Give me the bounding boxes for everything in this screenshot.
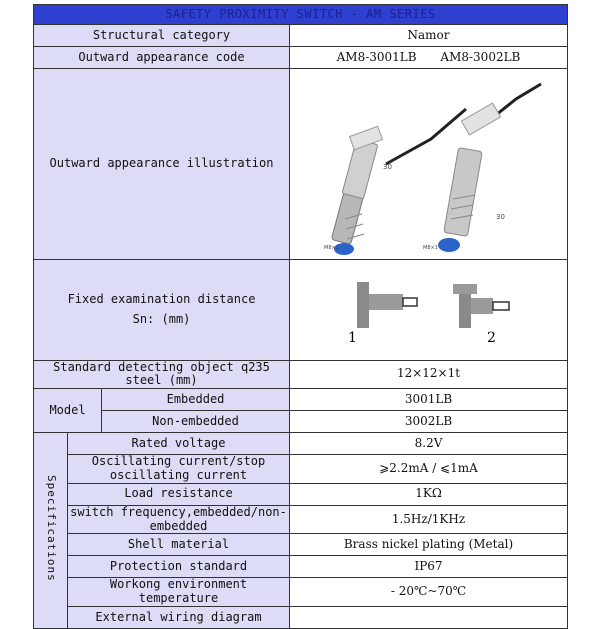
fixed-distance-diagram-cell xyxy=(290,259,568,360)
table-row xyxy=(34,578,568,607)
spec-value-protection-standard: IP67 xyxy=(290,556,568,578)
spec-label-shell-material: Shell material xyxy=(68,534,290,556)
table-row xyxy=(34,455,568,484)
model-label: Model xyxy=(34,389,102,433)
spec-value-switch-frequency: 1.5Hz/1KHz xyxy=(290,505,568,534)
embedded-label: Embedded xyxy=(102,389,290,411)
fig1-label: 1 xyxy=(347,329,357,346)
table-row xyxy=(34,606,568,628)
dim-left-text: 30 xyxy=(382,163,392,171)
table-row xyxy=(34,69,568,260)
embedded-mount-figure xyxy=(348,282,417,346)
spec-label-rated-voltage: Rated voltage xyxy=(68,433,290,455)
sensor-right xyxy=(423,84,541,252)
table-row xyxy=(34,25,568,47)
appearance-illustration-cell xyxy=(290,69,568,260)
table-row xyxy=(34,483,568,505)
spec-label-external-wiring: External wiring diagram xyxy=(68,606,290,628)
table-row xyxy=(34,411,568,433)
spec-label-oscillating-current: Oscillating current/stop oscillating current xyxy=(68,455,290,484)
spec-label-switch-frequency: switch frequency,embedded/non-embedded xyxy=(68,505,290,534)
appearance-code-value xyxy=(290,47,568,69)
specifications-group-label xyxy=(34,433,68,629)
fixed-distance-line1: Fixed examination distance xyxy=(67,291,256,306)
detecting-object-label: Standard detecting object q235 steel (mm) xyxy=(34,360,290,389)
spec-value-rated-voltage: 8.2V xyxy=(290,433,568,455)
table-row xyxy=(34,556,568,578)
code-3001lb: AM8-3001LB xyxy=(336,49,417,64)
table-row xyxy=(34,259,568,360)
spec-label-load-resistance: Load resistance xyxy=(68,483,290,505)
table-row xyxy=(34,389,568,411)
specifications-vertical-text: Specifications xyxy=(44,475,58,583)
fig2-label: 2 xyxy=(486,329,496,346)
embedded-value: 3001LB xyxy=(290,389,568,411)
fixed-distance-label xyxy=(34,259,290,360)
table-row xyxy=(34,534,568,556)
appearance-illustration-label: Outward appearance illustration xyxy=(34,69,290,260)
spec-value-oscillating-current: ⩾2.2mA / ⩽1mA xyxy=(290,455,568,484)
spec-value-shell-material: Brass nickel plating (Metal) xyxy=(290,534,568,556)
spec-table xyxy=(33,4,568,629)
table-row xyxy=(34,505,568,534)
structural-category-label: Structural category xyxy=(34,25,290,47)
spec-value-load-resistance: 1KΩ xyxy=(290,483,568,505)
table-row xyxy=(34,360,568,389)
table-title: SAFETY PROXIMITY SWITCH - AM SERIES xyxy=(34,5,568,25)
table-row xyxy=(34,47,568,69)
thread-right-text: M8×1 xyxy=(422,245,438,251)
structural-category-value: Namor xyxy=(290,25,568,47)
table-row xyxy=(34,433,568,455)
spec-label-protection-standard: Protection standard xyxy=(68,556,290,578)
code-3002lb: AM8-3002LB xyxy=(440,49,521,64)
non-embedded-mount-figure xyxy=(453,284,509,346)
sensor-photo xyxy=(291,69,567,255)
non-embedded-value: 3002LB xyxy=(290,411,568,433)
non-embedded-label: Non-embedded xyxy=(102,411,290,433)
fixed-distance-line2: Sn: (mm) xyxy=(132,311,191,326)
spec-label-working-temperature: Workong environment temperature xyxy=(68,578,290,607)
dim-right-text: 30 xyxy=(495,213,505,221)
appearance-code-label: Outward appearance code xyxy=(34,47,290,69)
sensor-left xyxy=(324,109,466,255)
spec-value-external-wiring xyxy=(290,606,568,628)
mounting-diagram xyxy=(291,260,567,356)
spec-value-working-temperature: - 20℃~70℃ xyxy=(290,578,568,607)
spec-sheet xyxy=(33,4,567,624)
detecting-object-value: 12×12×1t xyxy=(290,360,568,389)
thread-left-text: M8×1 xyxy=(323,245,339,251)
